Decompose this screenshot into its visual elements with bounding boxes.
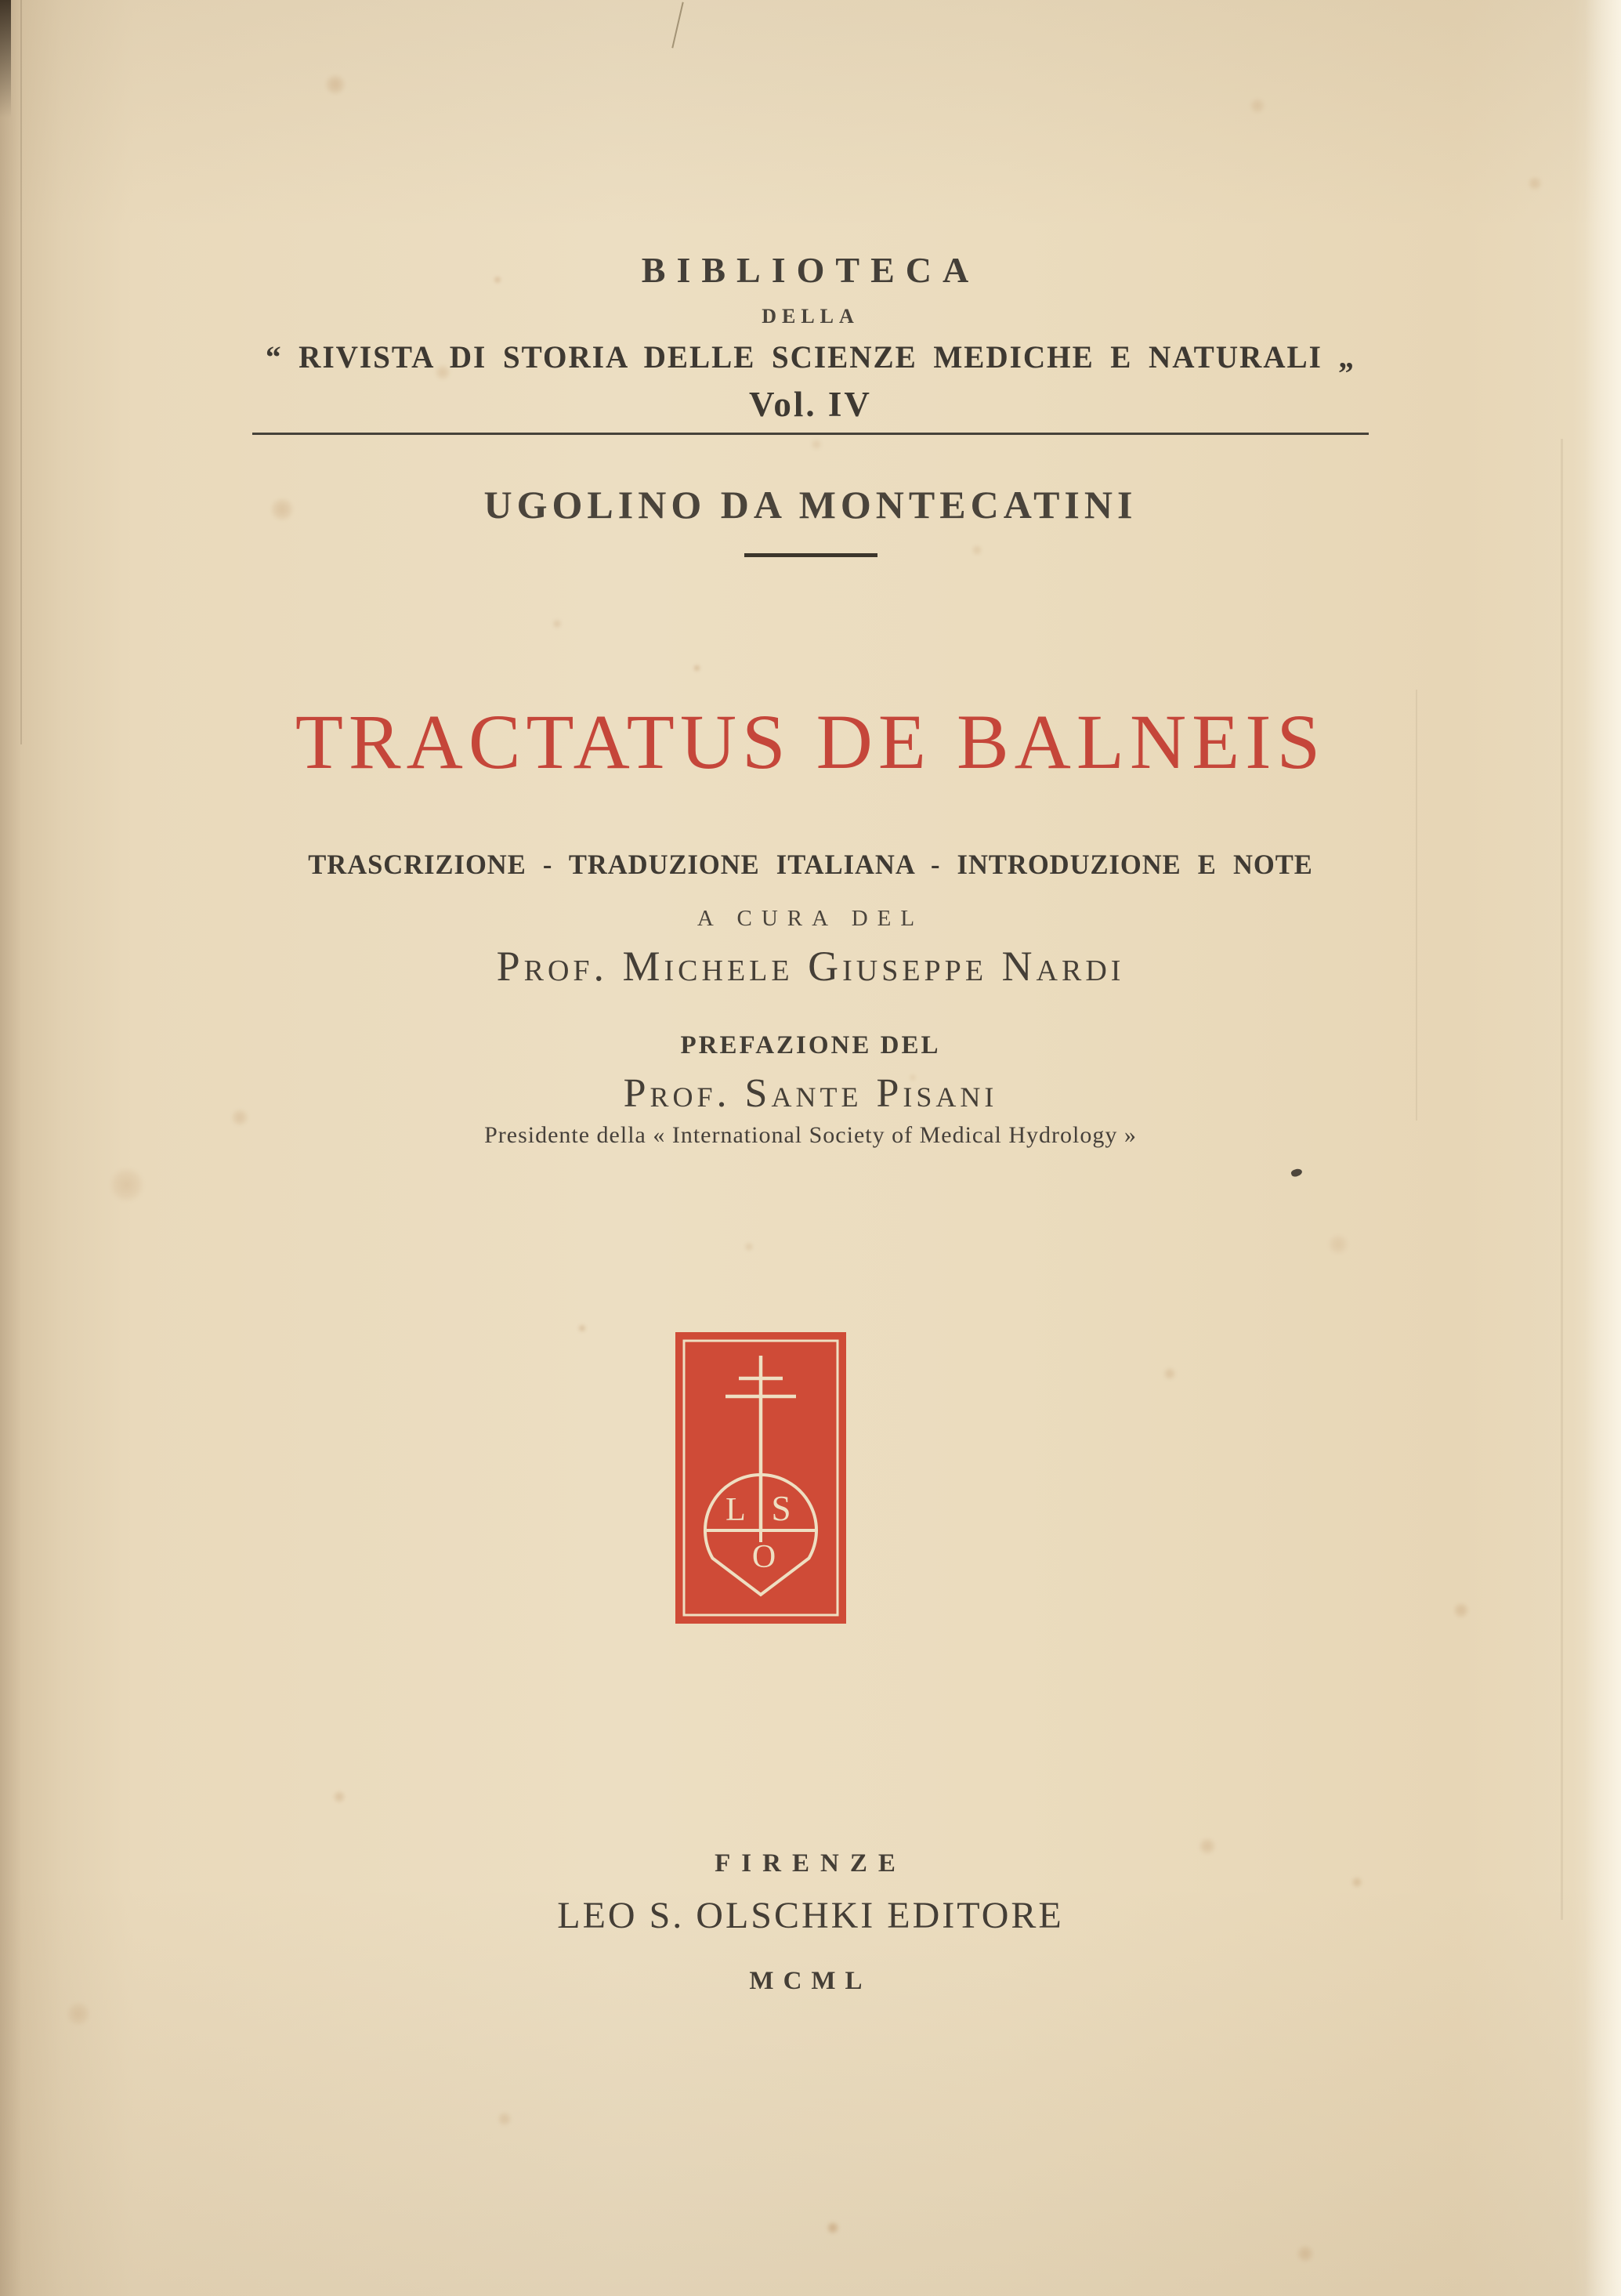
monogram-letter-o: O: [751, 1539, 776, 1575]
curation-label: A CURA DEL: [697, 906, 924, 931]
series-journal-title: “ RIVISTA DI STORIA DELLE SCIENZE MEDICHE E NATURALI „: [266, 339, 1355, 375]
book-title: TRACTATUS DE BALNEIS: [295, 698, 1326, 785]
book-subtitle: TRASCRIZIONE - TRADUZIONE ITALIANA - INTRODUZIONE E NOTE: [308, 849, 1313, 880]
preface-author-role: Presidente della « International Society of Medical Hydrology »: [484, 1122, 1137, 1148]
foxing-spot: [827, 2222, 839, 2234]
paper-scratch: [671, 2, 683, 49]
monogram-letter-s: S: [771, 1489, 791, 1528]
imprint-city: FIRENZE: [715, 1849, 906, 1878]
foxing-spot: [67, 2002, 90, 2026]
foxing-spot: [693, 665, 700, 672]
paper-crease: [1561, 439, 1563, 1920]
author-name: UGOLINO DA MONTECATINI: [483, 483, 1138, 527]
cover-corner-shadow: [0, 0, 11, 118]
foxing-spot: [333, 1791, 346, 1803]
preface-label: PREFAZIONE DEL: [680, 1031, 941, 1059]
foxing-spot: [1351, 1877, 1362, 1888]
short-rule: [744, 553, 877, 557]
foxing-spot: [552, 619, 562, 628]
horizontal-rule: [252, 433, 1369, 435]
series-volume: Vol. IV: [749, 385, 872, 424]
foxing-spot: [578, 1324, 586, 1332]
series-della: DELLA: [762, 305, 859, 328]
imprint-publisher: LEO S. OLSCHKI EDITORE: [557, 1895, 1064, 1936]
foxing-spot: [744, 1242, 754, 1251]
foxing-spot: [1297, 2245, 1314, 2262]
publisher-logo: [675, 1332, 846, 1624]
editor-name: Prof. Michele Giuseppe Nardi: [496, 943, 1125, 990]
foxing-spot: [1328, 1234, 1348, 1255]
ink-speck: [1290, 1168, 1303, 1178]
foxing-spot: [498, 2112, 512, 2126]
foxing-spot: [1163, 1367, 1176, 1380]
monogram-letter-l: L: [725, 1492, 746, 1528]
foxing-spot: [1528, 176, 1542, 190]
foxing-spot: [1453, 1602, 1469, 1618]
foxing-spot: [972, 545, 982, 556]
foxing-spot: [1250, 98, 1265, 114]
series-title: BIBLIOTECA: [641, 250, 980, 290]
imprint-year: MCML: [749, 1967, 872, 1995]
foxing-spot: [811, 439, 822, 450]
foxing-spot: [325, 74, 346, 95]
preface-author-name: Prof. Sante Pisani: [623, 1071, 998, 1116]
foxing-spot: [110, 1168, 144, 1202]
